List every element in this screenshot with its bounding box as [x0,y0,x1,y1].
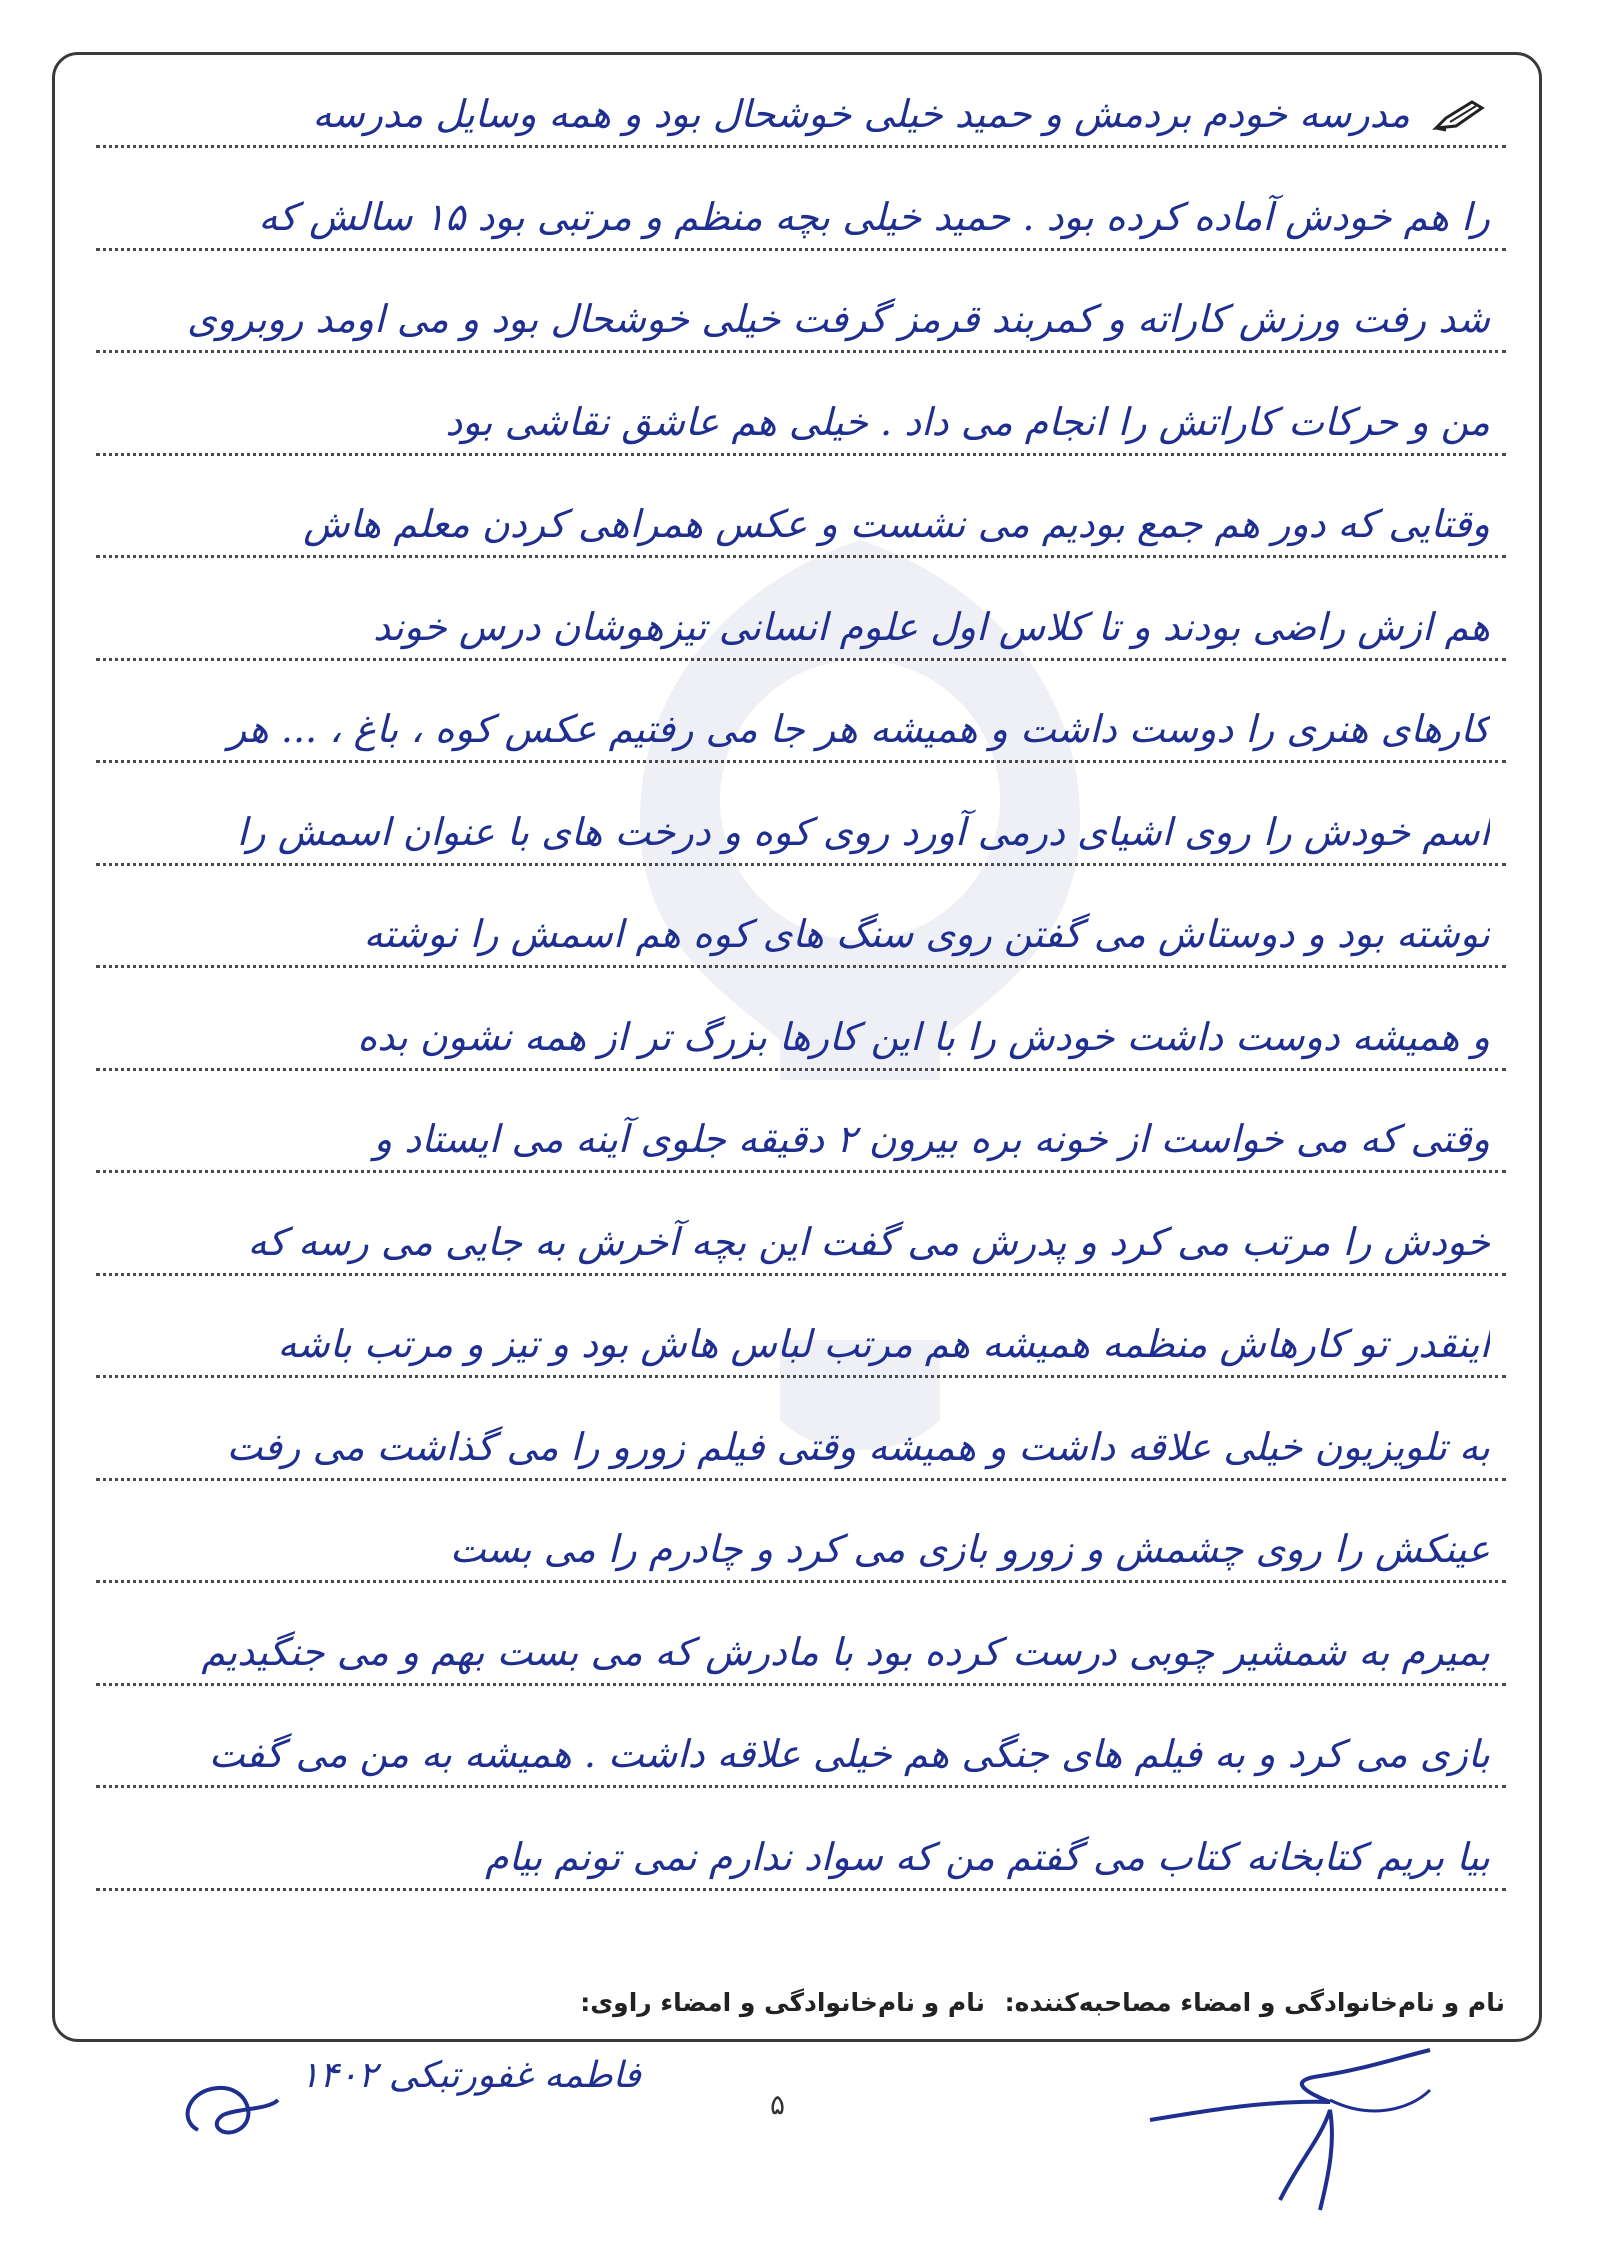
narrator-signature-label: نام و نام‌خانوادگی و امضاء راوی: [580,1988,985,2017]
handwritten-line: بیا بریم کتابخانه کتاب می گفتم من که سواد ندارم نمی تونم بیام [485,1835,1490,1879]
handwritten-line: عینکش را روی چشمش و زورو بازی می کرد و چادرم را می بست [449,1527,1490,1571]
handwritten-line: هم ازش راضی بودند و تا کلاس اول علوم انسانی تیزهوشان درس خوند [373,605,1490,649]
handwritten-line: من و حرکات کاراتش را انجام می داد . خیلی هم عاشق نقاشی بود [445,400,1490,444]
handwritten-line: و همیشه دوست داشت خودش را با این کارها بزرگ تر از همه نشون بده [357,1015,1490,1059]
handwritten-line: اسم خودش را روی اشیای درمی آورد روی کوه و درخت های با عنوان اسمش را [236,810,1490,854]
page-number: ۵ [770,2088,786,2121]
handwritten-line: شد رفت ورزش کاراته و کمربند قرمز گرفت خیلی خوشحال بود و می اومد روبروی [187,297,1490,341]
interviewer-signature-label: نام و نام‌خانوادگی و امضاء مصاحبه‌کننده: [1004,1988,1505,2017]
handwritten-line: مدرسه خودم بردمش و حمید خیلی خوشحال بود و همه وسایل مدرسه [312,92,1410,136]
handwritten-line: را هم خودش آماده کرده بود . حمید خیلی بچه منظم و مرتبی بود ۱۵ سالش که [258,195,1490,239]
handwritten-line: بمیرم به شمشیر چوبی درست کرده بود با مادرش که می بست بهم و می جنگیدیم [201,1630,1490,1674]
handwritten-line: نوشته بود و دوستاش می گفتن روی سنگ های کوه هم اسمش را نوشته [363,912,1490,956]
footer-labels [300,1988,1505,2028]
handwritten-line: خودش را مرتب می کرد و پدرش می گفت این بچه آخرش به جایی می رسه که [247,1220,1490,1264]
handwritten-line: وقتایی که دور هم جمع بودیم می نشست و عکس همراهی کردن معلم هاش [303,502,1490,546]
handwritten-line: بازی می کرد و به فیلم های جنگی هم خیلی علاقه داشت . همیشه به من می گفت [208,1732,1490,1776]
handwritten-line: به تلویزیون خیلی علاقه داشت و همیشه وقتی فیلم زورو را می گذاشت می رفت [226,1425,1490,1469]
narrator-signature [168,2070,288,2150]
narrator-name-handwritten: فاطمه غفورتبکی ۱۴۰۲ [300,2055,641,2096]
handwritten-line: وقتی که می خواست از خونه بره بیرون ۲ دقیقه جلوی آینه می ایستاد و [373,1117,1490,1161]
handwritten-line: کارهای هنری را دوست داشت و همیشه هر جا می رفتیم عکس کوه ، باغ ، ... هر [227,707,1490,751]
interviewer-signature [1130,2040,1450,2220]
handwritten-line: اینقدر تو کارهاش منظمه همیشه هم مرتب لباس هاش بود و تیز و مرتب باشه [277,1322,1490,1366]
pen-icon [1432,96,1488,136]
